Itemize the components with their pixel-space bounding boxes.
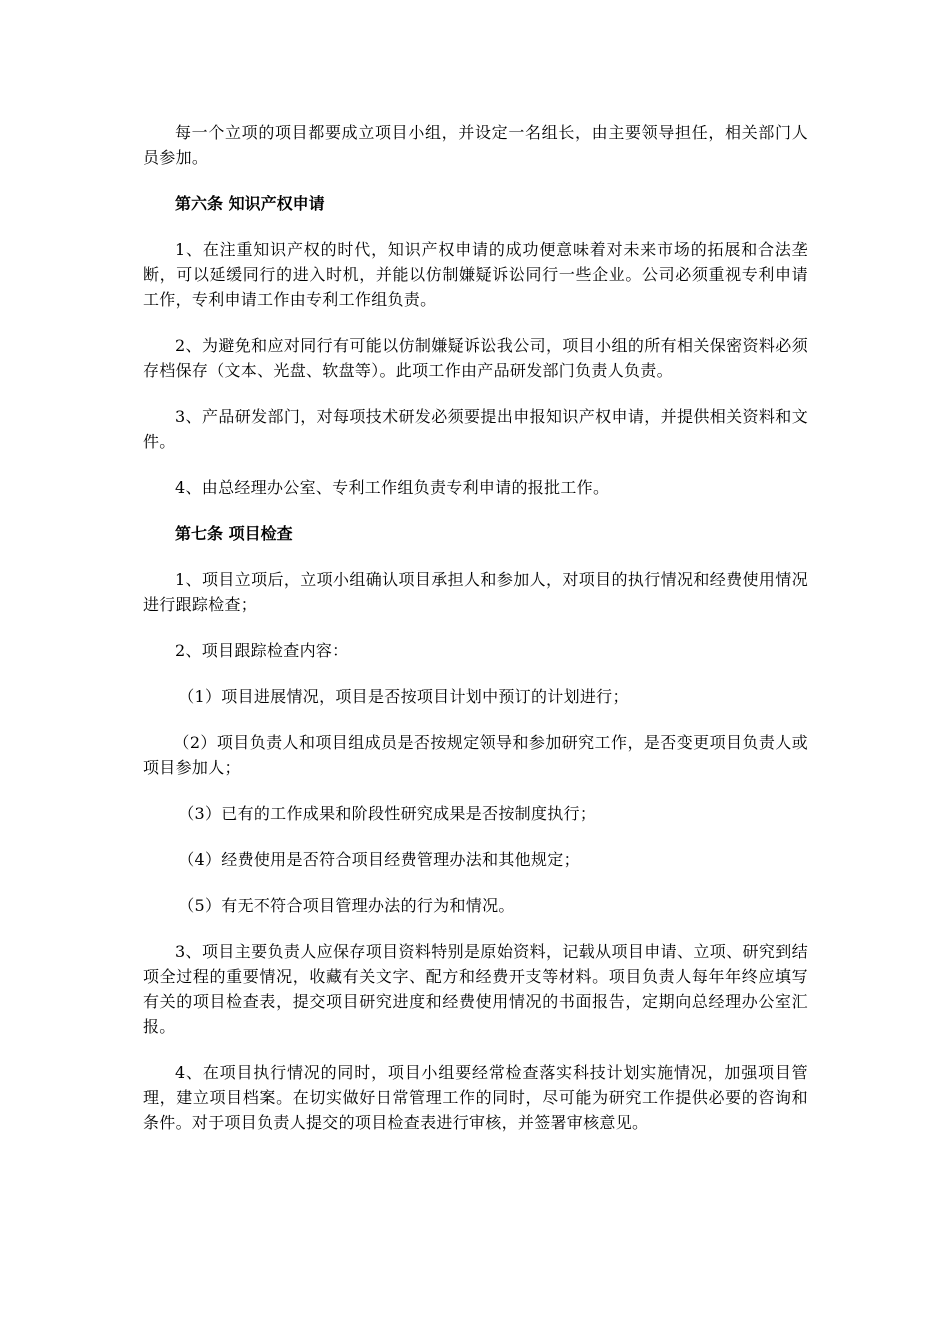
- section-heading-ip-application: 第六条 知识产权申请: [175, 194, 325, 213]
- list-item-inspection-3: （3）已有的工作成果和阶段性研究成果是否按制度执行；: [178, 804, 597, 823]
- paragraph-ip-3: 3、产品研发部门，对每项技术研发必须要提出申报知识产权申请，并提供相关资料和文件。: [143, 407, 808, 451]
- paragraph-inspection-3: 3、项目主要负责人应保存项目资料特别是原始资料，记载从项目申请、立项、研究到结项全过程的重要情况，收藏有关文字、配方和经费开支等材料。项目负责人每年年终应填写有关的项目检查表，提交项目研究进度和经费使用情况的书面报告，定期向总经理办公室汇报。: [143, 942, 808, 1036]
- paragraph-project-team: 每一个立项的项目都要成立项目小组，并设定一名组长，由主要领导担任，相关部门人员参加。: [143, 123, 808, 167]
- paragraph-inspection-4: 4、在项目执行情况的同时，项目小组要经常检查落实科技计划实施情况，加强项目管理，建立项目档案。在切实做好日常管理工作的同时，尽可能为研究工作提供必要的咨询和条件。对于项目负责人提交的项目检查表进行审核，并签署审核意见。: [143, 1063, 808, 1132]
- paragraph-ip-4: 4、由总经理办公室、专利工作组负责专利申请的报批工作。: [175, 478, 610, 497]
- document-page: [143, 120, 808, 1156]
- section-heading-project-inspection: 第七条 项目检查: [175, 524, 293, 543]
- list-item-inspection-2: （2）项目负责人和项目组成员是否按规定领导和参加研究工作，是否变更项目负责人或项目参加人；: [143, 733, 808, 777]
- paragraph-ip-2: 2、为避免和应对同行有可能以仿制嫌疑诉讼我公司，项目小组的所有相关保密资料必须存档保存（文本、光盘、软盘等）。此项工作由产品研发部门负责人负责。: [143, 336, 808, 380]
- paragraph-inspection-2: 2、项目跟踪检查内容：: [175, 641, 349, 660]
- list-item-inspection-1: （1）项目进展情况，项目是否按项目计划中预订的计划进行；: [178, 687, 629, 706]
- paragraph-inspection-1: 1、项目立项后，立项小组确认项目承担人和参加人，对项目的执行情况和经费使用情况进行跟踪检查；: [143, 570, 808, 614]
- list-item-inspection-4: （4）经费使用是否符合项目经费管理办法和其他规定；: [178, 850, 580, 869]
- paragraph-ip-1: 1、在注重知识产权的时代，知识产权申请的成功便意味着对未来市场的拓展和合法垄断，可以延缓同行的进入时机，并能以仿制嫌疑诉讼同行一些企业。公司必须重视专利申请工作，专利申请工作由专利工作组负责。: [143, 240, 808, 309]
- list-item-inspection-5: （5）有无不符合项目管理办法的行为和情况。: [178, 896, 515, 915]
